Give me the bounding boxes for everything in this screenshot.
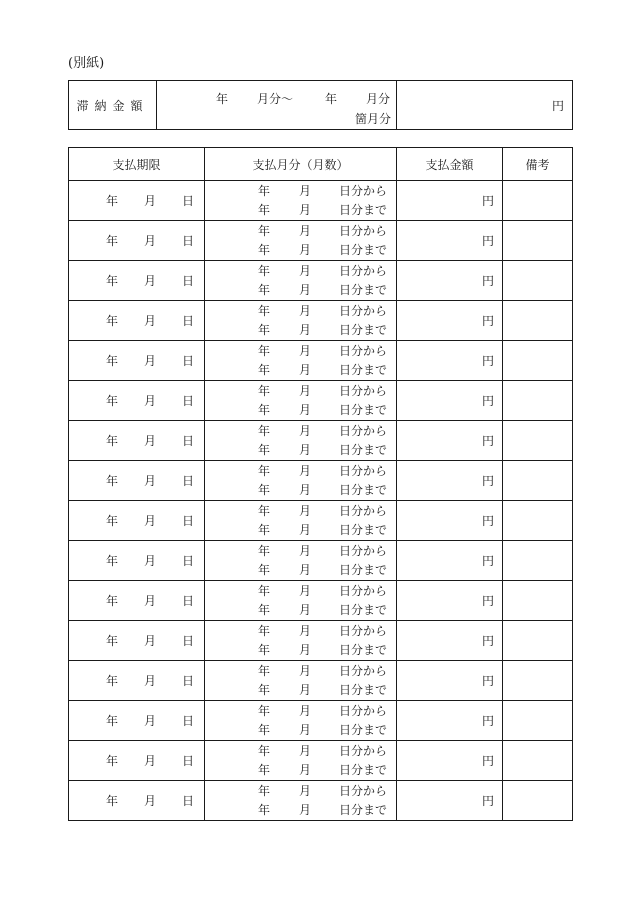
to-month: 月 <box>299 683 312 697</box>
due-year: 年 <box>106 554 119 568</box>
to-year: 年 <box>258 643 271 657</box>
to-day: 日分まで <box>339 243 388 257</box>
to-month: 月 <box>299 723 312 737</box>
remarks-cell[interactable] <box>503 661 573 701</box>
due-month: 月 <box>143 554 156 568</box>
due-month: 月 <box>143 234 156 248</box>
due-day: 日 <box>181 514 194 528</box>
due-day: 日 <box>181 594 194 608</box>
from-year: 年 <box>258 744 271 758</box>
period-cell[interactable] <box>205 381 397 421</box>
to-month: 月 <box>299 443 312 457</box>
to-year: 年 <box>258 363 271 377</box>
to-day: 日分まで <box>339 323 388 337</box>
amount-cell[interactable]: 円 <box>397 781 503 821</box>
due-day: 日 <box>181 194 194 208</box>
due-day: 日 <box>181 554 194 568</box>
amount-cell[interactable]: 円 <box>397 541 503 581</box>
amount-cell[interactable]: 円 <box>397 581 503 621</box>
to-day: 日分まで <box>339 803 388 817</box>
to-month: 月 <box>299 243 312 257</box>
table-row <box>69 661 573 701</box>
amount-cell[interactable]: 円 <box>397 621 503 661</box>
months-count-label: 箇月分 <box>354 112 391 126</box>
remarks-cell[interactable] <box>503 741 573 781</box>
to-year: 年 <box>258 483 271 497</box>
due-date-cell[interactable] <box>69 781 205 821</box>
due-day: 日 <box>181 474 194 488</box>
due-date-cell[interactable] <box>69 541 205 581</box>
table-row <box>69 541 573 581</box>
to-day: 日分まで <box>339 603 388 617</box>
to-year: 年 <box>258 723 271 737</box>
remarks-cell[interactable] <box>503 621 573 661</box>
due-date-cell[interactable] <box>69 741 205 781</box>
from-year: 年 <box>258 704 271 718</box>
payment-schedule-table <box>68 147 573 821</box>
remarks-cell[interactable] <box>503 421 573 461</box>
table-row <box>69 221 573 261</box>
from-month: 月 <box>299 344 312 358</box>
to-month: 月 <box>299 523 312 537</box>
to-day: 日分まで <box>339 483 388 497</box>
due-date-cell[interactable] <box>69 381 205 421</box>
to-day: 日分まで <box>339 283 388 297</box>
due-year: 年 <box>106 314 119 328</box>
period-cell[interactable] <box>205 661 397 701</box>
period-from-month: 月分〜 <box>257 92 294 106</box>
due-year: 年 <box>106 634 119 648</box>
from-day: 日分から <box>339 224 388 238</box>
due-year: 年 <box>106 754 119 768</box>
to-month: 月 <box>299 403 312 417</box>
to-day: 日分まで <box>339 203 388 217</box>
to-month: 月 <box>299 803 312 817</box>
to-year: 年 <box>258 603 271 617</box>
period-cell[interactable] <box>205 261 397 301</box>
remarks-cell[interactable] <box>503 341 573 381</box>
table-row <box>69 341 573 381</box>
period-cell[interactable] <box>205 781 397 821</box>
due-month: 月 <box>143 514 156 528</box>
remarks-cell[interactable] <box>503 181 573 221</box>
remarks-cell[interactable] <box>503 541 573 581</box>
table-row <box>69 581 573 621</box>
due-day: 日 <box>181 394 194 408</box>
from-month: 月 <box>299 744 312 758</box>
due-month: 月 <box>143 594 156 608</box>
due-month: 月 <box>143 714 156 728</box>
period-cell[interactable] <box>205 741 397 781</box>
due-month: 月 <box>143 474 156 488</box>
period-cell[interactable] <box>205 501 397 541</box>
due-date-cell[interactable] <box>69 421 205 461</box>
amount-cell[interactable]: 円 <box>397 341 503 381</box>
due-date-cell[interactable] <box>69 221 205 261</box>
remarks-cell[interactable] <box>503 781 573 821</box>
table-row <box>69 301 573 341</box>
from-day: 日分から <box>339 544 388 558</box>
arrears-amount-label: 滞納金額 <box>69 81 157 130</box>
due-month: 月 <box>143 274 156 288</box>
from-day: 日分から <box>339 264 388 278</box>
due-year: 年 <box>106 354 119 368</box>
from-month: 月 <box>299 704 312 718</box>
due-date-cell[interactable] <box>69 581 205 621</box>
table-row <box>69 701 573 741</box>
due-year: 年 <box>106 434 119 448</box>
due-date-cell[interactable] <box>69 701 205 741</box>
from-year: 年 <box>258 584 271 598</box>
amount-cell[interactable]: 円 <box>397 461 503 501</box>
from-month: 月 <box>299 304 312 318</box>
remarks-cell[interactable] <box>503 501 573 541</box>
due-date-cell[interactable] <box>69 661 205 701</box>
arrears-summary-table <box>68 80 573 130</box>
header-remarks: 備考 <box>503 148 573 181</box>
to-year: 年 <box>258 443 271 457</box>
from-year: 年 <box>258 544 271 558</box>
table-row <box>69 381 573 421</box>
due-month: 月 <box>143 314 156 328</box>
amount-cell[interactable]: 円 <box>397 181 503 221</box>
amount-cell[interactable]: 円 <box>397 261 503 301</box>
period-cell[interactable] <box>205 461 397 501</box>
due-month: 月 <box>143 194 156 208</box>
due-day: 日 <box>181 714 194 728</box>
from-month: 月 <box>299 384 312 398</box>
table-row <box>69 741 573 781</box>
due-year: 年 <box>106 234 119 248</box>
due-month: 月 <box>143 354 156 368</box>
amount-cell[interactable]: 円 <box>397 501 503 541</box>
to-year: 年 <box>258 283 271 297</box>
to-month: 月 <box>299 323 312 337</box>
from-year: 年 <box>258 504 271 518</box>
remarks-cell[interactable] <box>503 581 573 621</box>
from-month: 月 <box>299 504 312 518</box>
from-year: 年 <box>258 264 271 278</box>
due-day: 日 <box>181 754 194 768</box>
from-year: 年 <box>258 344 271 358</box>
to-month: 月 <box>299 763 312 777</box>
to-day: 日分まで <box>339 723 388 737</box>
from-day: 日分から <box>339 584 388 598</box>
table-row <box>69 181 573 221</box>
period-cell[interactable] <box>205 341 397 381</box>
to-month: 月 <box>299 203 312 217</box>
from-year: 年 <box>258 664 271 678</box>
from-year: 年 <box>258 784 271 798</box>
amount-cell[interactable]: 円 <box>397 221 503 261</box>
from-year: 年 <box>258 184 271 198</box>
to-month: 月 <box>299 603 312 617</box>
due-year: 年 <box>106 514 119 528</box>
due-day: 日 <box>181 794 194 808</box>
to-month: 月 <box>299 563 312 577</box>
period-cell[interactable] <box>205 421 397 461</box>
from-month: 月 <box>299 264 312 278</box>
to-year: 年 <box>258 683 271 697</box>
due-month: 月 <box>143 634 156 648</box>
from-day: 日分から <box>339 664 388 678</box>
amount-cell[interactable]: 円 <box>397 301 503 341</box>
due-date-cell[interactable] <box>69 461 205 501</box>
due-year: 年 <box>106 714 119 728</box>
from-day: 日分から <box>339 344 388 358</box>
attachment-label: (別紙) <box>68 56 105 71</box>
table-row <box>69 261 573 301</box>
from-year: 年 <box>258 624 271 638</box>
due-month: 月 <box>143 434 156 448</box>
to-year: 年 <box>258 203 271 217</box>
table-row <box>69 501 573 541</box>
from-day: 日分から <box>339 304 388 318</box>
due-day: 日 <box>181 314 194 328</box>
from-month: 月 <box>299 224 312 238</box>
amount-cell[interactable]: 円 <box>397 741 503 781</box>
period-cell[interactable] <box>205 701 397 741</box>
due-month: 月 <box>143 754 156 768</box>
period-to-month: 月分 <box>366 92 391 106</box>
amount-cell[interactable]: 円 <box>397 421 503 461</box>
to-year: 年 <box>258 763 271 777</box>
to-month: 月 <box>299 643 312 657</box>
from-month: 月 <box>299 424 312 438</box>
remarks-cell[interactable] <box>503 701 573 741</box>
to-day: 日分まで <box>339 763 388 777</box>
remarks-cell[interactable] <box>503 221 573 261</box>
due-day: 日 <box>181 434 194 448</box>
from-month: 月 <box>299 464 312 478</box>
due-year: 年 <box>106 594 119 608</box>
from-year: 年 <box>258 424 271 438</box>
period-from-year: 年 <box>216 92 229 106</box>
to-day: 日分まで <box>339 443 388 457</box>
from-day: 日分から <box>339 384 388 398</box>
to-year: 年 <box>258 323 271 337</box>
period-cell[interactable] <box>205 581 397 621</box>
due-year: 年 <box>106 274 119 288</box>
from-day: 日分から <box>339 624 388 638</box>
amount-cell[interactable]: 円 <box>397 701 503 741</box>
header-period: 支払月分（月数） <box>205 148 397 181</box>
due-year: 年 <box>106 194 119 208</box>
due-month: 月 <box>143 674 156 688</box>
remarks-cell[interactable] <box>503 381 573 421</box>
to-month: 月 <box>299 483 312 497</box>
period-cell[interactable] <box>205 221 397 261</box>
due-day: 日 <box>181 234 194 248</box>
to-year: 年 <box>258 403 271 417</box>
remarks-cell[interactable] <box>503 301 573 341</box>
to-day: 日分まで <box>339 403 388 417</box>
due-year: 年 <box>106 394 119 408</box>
due-date-cell[interactable] <box>69 301 205 341</box>
due-date-cell[interactable] <box>69 501 205 541</box>
to-month: 月 <box>299 363 312 377</box>
period-cell[interactable] <box>205 181 397 221</box>
due-day: 日 <box>181 354 194 368</box>
from-year: 年 <box>258 464 271 478</box>
due-date-cell[interactable] <box>69 181 205 221</box>
period-cell[interactable] <box>205 621 397 661</box>
from-day: 日分から <box>339 184 388 198</box>
from-month: 月 <box>299 664 312 678</box>
from-year: 年 <box>258 384 271 398</box>
from-month: 月 <box>299 624 312 638</box>
table-row <box>69 621 573 661</box>
due-month: 月 <box>143 394 156 408</box>
amount-cell[interactable]: 円 <box>397 661 503 701</box>
to-day: 日分まで <box>339 523 388 537</box>
to-year: 年 <box>258 803 271 817</box>
from-year: 年 <box>258 304 271 318</box>
to-year: 年 <box>258 563 271 577</box>
remarks-cell[interactable] <box>503 261 573 301</box>
due-day: 日 <box>181 274 194 288</box>
due-year: 年 <box>106 474 119 488</box>
from-day: 日分から <box>339 464 388 478</box>
from-month: 月 <box>299 544 312 558</box>
due-date-cell[interactable] <box>69 621 205 661</box>
to-day: 日分まで <box>339 683 388 697</box>
to-day: 日分まで <box>339 363 388 377</box>
due-date-cell[interactable] <box>69 261 205 301</box>
period-cell[interactable] <box>205 301 397 341</box>
from-month: 月 <box>299 784 312 798</box>
to-day: 日分まで <box>339 643 388 657</box>
to-year: 年 <box>258 243 271 257</box>
period-cell[interactable] <box>205 541 397 581</box>
arrears-period-cell <box>157 81 397 130</box>
due-year: 年 <box>106 674 119 688</box>
to-year: 年 <box>258 523 271 537</box>
from-month: 月 <box>299 584 312 598</box>
from-day: 日分から <box>339 424 388 438</box>
to-day: 日分まで <box>339 563 388 577</box>
due-day: 日 <box>181 674 194 688</box>
from-day: 日分から <box>339 704 388 718</box>
due-day: 日 <box>181 634 194 648</box>
table-row <box>69 461 573 501</box>
from-month: 月 <box>299 184 312 198</box>
from-day: 日分から <box>339 744 388 758</box>
amount-cell[interactable]: 円 <box>397 381 503 421</box>
from-year: 年 <box>258 224 271 238</box>
header-due-date: 支払期限 <box>69 148 205 181</box>
remarks-cell[interactable] <box>503 461 573 501</box>
due-year: 年 <box>106 794 119 808</box>
to-month: 月 <box>299 283 312 297</box>
arrears-amount-value: 円 <box>397 81 573 130</box>
due-date-cell[interactable] <box>69 341 205 381</box>
due-month: 月 <box>143 794 156 808</box>
table-row <box>69 781 573 821</box>
from-day: 日分から <box>339 504 388 518</box>
from-day: 日分から <box>339 784 388 798</box>
schedule-body <box>69 181 573 821</box>
period-to-year: 年 <box>325 92 338 106</box>
table-row <box>69 421 573 461</box>
header-amount: 支払金額 <box>397 148 503 181</box>
